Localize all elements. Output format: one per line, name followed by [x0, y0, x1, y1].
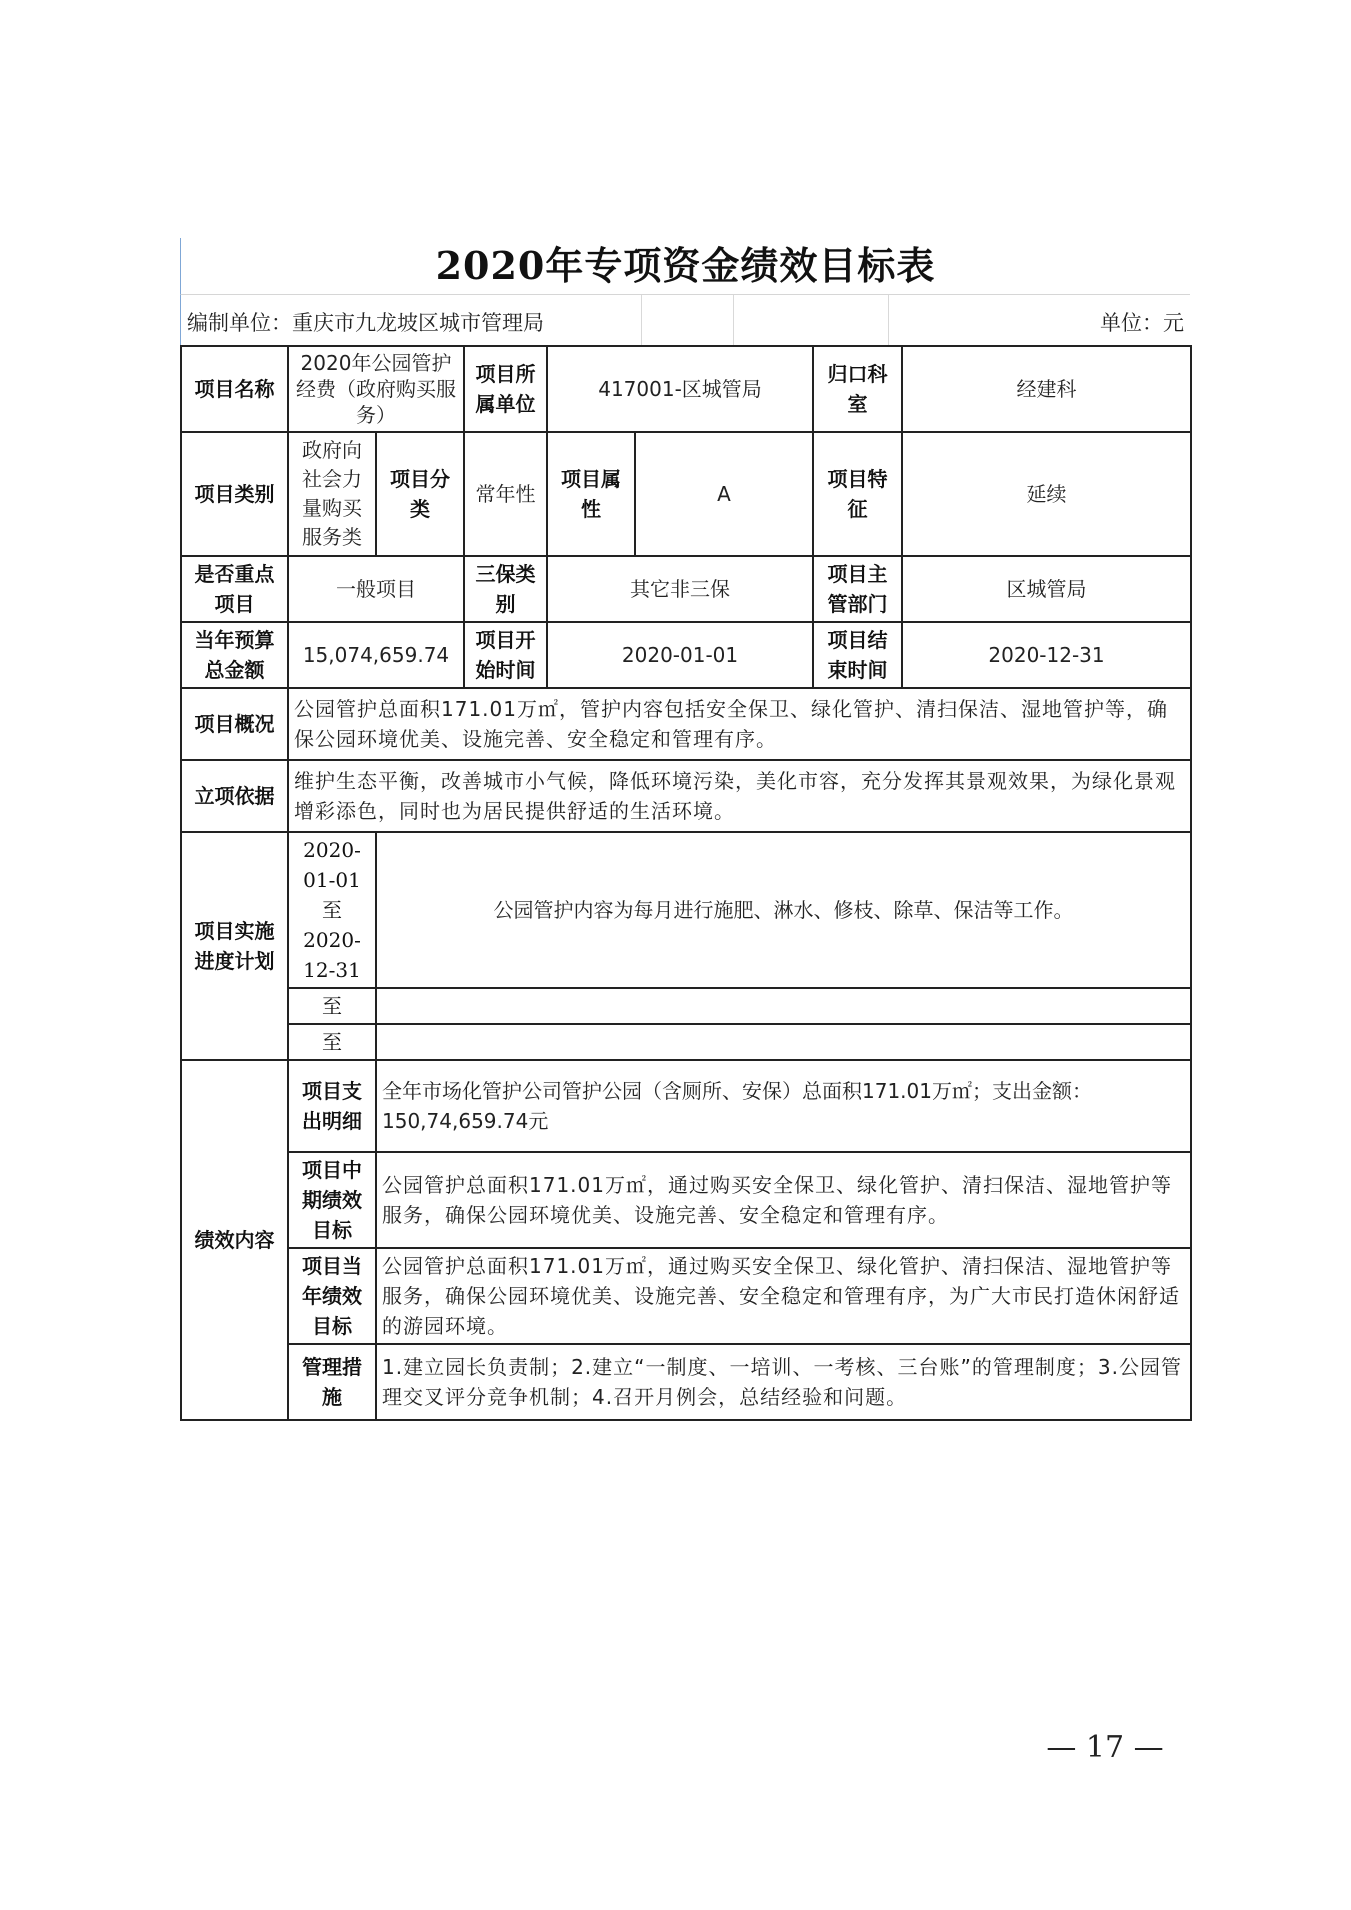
overview-text: 公园管护总面积171.01万㎡，管护内容包括安全保卫、绿化管护、清扫保洁、湿地管护等，确保公园环境优美、设施完善、安全稳定和管理有序。	[288, 688, 1191, 760]
mid-target-text: 公园管护总面积171.01万㎡，通过购买安全保卫、绿化管护、清扫保洁、湿地管护等服务，确保公园环境优美、设施完善、安全稳定和管理有序。	[376, 1152, 1191, 1248]
project-class-value: 常年性	[464, 432, 547, 556]
start-time-value: 2020-01-01	[547, 622, 813, 688]
mid-target-label: 项目中期绩效目标	[288, 1152, 376, 1248]
page-number: — 17 —	[1046, 1730, 1164, 1765]
row-overview	[181, 688, 1191, 760]
office-value: 经建科	[902, 346, 1191, 432]
performance-target-sheet	[180, 238, 1190, 1421]
schedule-period-1-text: 公园管护内容为每月进行施肥、淋水、修枝、除草、保洁等工作。	[376, 832, 1191, 988]
project-attr-label: 项目属性	[547, 432, 635, 556]
budget-value: 15,074,659.74	[288, 622, 464, 688]
project-category-label: 项目类别	[181, 432, 288, 556]
grid-line	[888, 295, 889, 345]
key-project-value: 一般项目	[288, 556, 464, 622]
expense-text: 全年市场化管护公司管护公园（含厕所、安保）总面积171.01万㎡；支出金额：150,74,659.74元	[376, 1060, 1191, 1152]
expense-label: 项目支出明细	[288, 1060, 376, 1152]
end-time-label: 项目结束时间	[813, 622, 902, 688]
period-1-end: 2020-12-31	[303, 928, 361, 982]
basis-label: 立项依据	[181, 760, 288, 832]
basis-text: 维护生态平衡，改善城市小气候，降低环境污染，美化市容，充分发挥其景观效果，为绿化景观增彩添色，同时也为居民提供舒适的生活环境。	[288, 760, 1191, 832]
project-dept-label: 项目所属单位	[464, 346, 547, 432]
performance-label: 绩效内容	[181, 1060, 288, 1420]
row-mid-target	[181, 1152, 1191, 1248]
row-year-target	[181, 1248, 1191, 1344]
row-key-project	[181, 556, 1191, 622]
row-schedule-1	[181, 832, 1191, 988]
row-project-name	[181, 346, 1191, 432]
org-label: 编制单位：重庆市九龙坡区城市管理局	[187, 311, 544, 335]
project-class-label: 项目分类	[376, 432, 464, 556]
project-category-value: 政府向社会力量购买服务类	[288, 432, 376, 556]
start-time-label: 项目开始时间	[464, 622, 547, 688]
overview-label: 项目概况	[181, 688, 288, 760]
schedule-period-1	[288, 832, 376, 988]
grid-line	[641, 295, 642, 345]
project-name-label: 项目名称	[181, 346, 288, 432]
row-basis	[181, 760, 1191, 832]
office-label: 归口科室	[813, 346, 902, 432]
meta-row	[180, 294, 1190, 345]
project-attr-value: A	[635, 432, 813, 556]
sanbao-value: 其它非三保	[547, 556, 813, 622]
row-project-category	[181, 432, 1191, 556]
project-feature-label: 项目特征	[813, 432, 902, 556]
budget-label: 当年预算总金额	[181, 622, 288, 688]
document-title: 2020年专项资金绩效目标表	[180, 238, 1190, 294]
row-budget	[181, 622, 1191, 688]
sanbao-label: 三保类别	[464, 556, 547, 622]
project-feature-value: 延续	[902, 432, 1191, 556]
year-target-label: 项目当年绩效目标	[288, 1248, 376, 1344]
key-project-label: 是否重点项目	[181, 556, 288, 622]
year-target-text: 公园管护总面积171.01万㎡，通过购买安全保卫、绿化管护、清扫保洁、湿地管护等服务，确保公园环境优美、设施完善、安全稳定和管理有序，为广大市民打造休闲舒适的游园环境。	[376, 1248, 1191, 1344]
performance-table	[180, 345, 1192, 1421]
row-schedule-2	[181, 988, 1191, 1024]
schedule-period-3-text	[376, 1024, 1191, 1060]
row-schedule-3	[181, 1024, 1191, 1060]
row-measures	[181, 1344, 1191, 1420]
manager-label: 项目主管部门	[813, 556, 902, 622]
row-expense	[181, 1060, 1191, 1152]
project-dept-value: 417001-区城管局	[547, 346, 813, 432]
manager-value: 区城管局	[902, 556, 1191, 622]
period-1-to: 至	[322, 898, 342, 922]
period-2-to: 至	[288, 988, 376, 1024]
period-3-to: 至	[288, 1024, 376, 1060]
measures-label: 管理措施	[288, 1344, 376, 1420]
unit-label: 单位：元	[1100, 311, 1184, 335]
measures-text: 1.建立园长负责制；2.建立“一制度、一培训、一考核、三台账”的管理制度；3.公园管理交叉评分竞争机制；4.召开月例会，总结经验和问题。	[376, 1344, 1191, 1420]
period-1-start: 2020-01-01	[303, 838, 361, 892]
schedule-label: 项目实施进度计划	[181, 832, 288, 1060]
schedule-period-2-text	[376, 988, 1191, 1024]
end-time-value: 2020-12-31	[902, 622, 1191, 688]
project-name-value: 2020年公园管护经费（政府购买服务）	[288, 346, 464, 432]
grid-line	[733, 295, 734, 345]
